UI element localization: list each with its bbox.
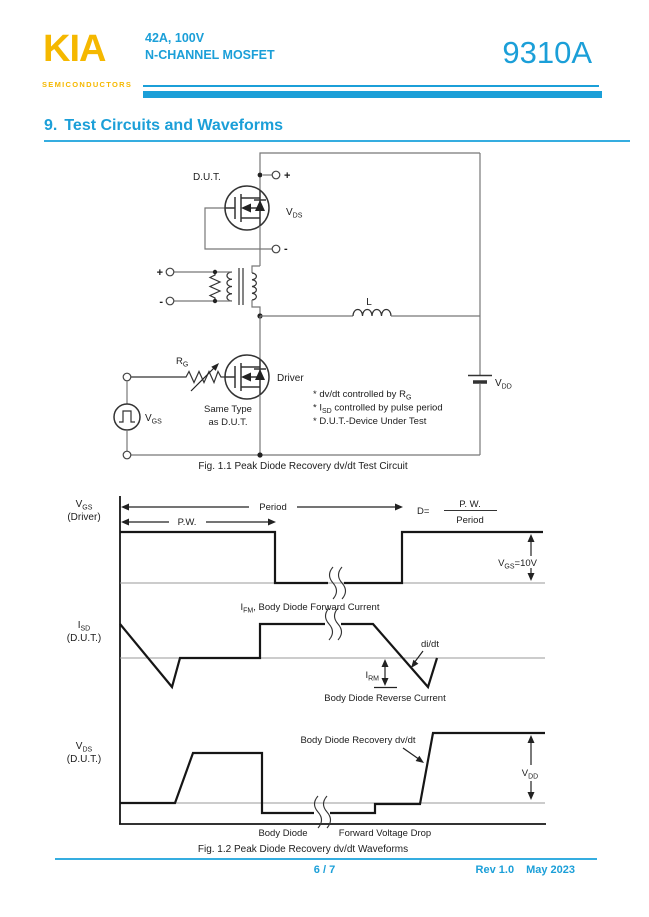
period-label: Period [259, 502, 287, 513]
revision-label: Rev 1.0 [475, 864, 515, 876]
vgs-axis-label-2: (Driver) [67, 512, 101, 523]
reverse-current-label: Body Diode Reverse Current [324, 693, 446, 704]
duty-denominator: Period [456, 515, 484, 526]
inductor-label: L [366, 297, 372, 308]
duty-numerator: P. W. [459, 499, 481, 510]
isd-axis-label: $I_{SD}$ [77, 620, 91, 633]
same-type-label-1: Same Type [204, 404, 252, 415]
dut-mosfet-symbol [225, 186, 269, 230]
same-type-label-2: as D.U.T. [208, 417, 248, 428]
driver-mosfet-symbol [225, 355, 269, 399]
dut-label: D.U.T. [193, 172, 221, 183]
vds-label: $V_{DS}$ [286, 207, 303, 220]
isd-axis-label-2: (D.U.T.) [66, 633, 102, 644]
device-type: N-CHANNEL MOSFET [145, 48, 275, 62]
vdd-level-label: $V_{DD}$ [521, 768, 539, 781]
vgs-level-label: $V_{GS}=10V$ [498, 558, 537, 571]
recovery-dvdt-label: Body Diode Recovery dv/dt [300, 735, 416, 746]
duty-cycle-formula [417, 499, 497, 526]
vds-minus-terminal [272, 245, 280, 253]
irm-label: $I_{RM}$ [365, 670, 379, 683]
isd-dut-plot [67, 602, 545, 704]
didt-label: di/dt [421, 639, 439, 650]
body-diode-label: Body Diode [258, 828, 308, 839]
inductor-symbol [353, 310, 391, 317]
revision-date: May 2023 [526, 864, 575, 876]
vds-axis-label: $V_{DS}$ [75, 741, 93, 754]
vgs-driver-plot [67, 499, 545, 599]
fig1-test-circuit [114, 153, 512, 472]
note-dvdt: * dv/dt controlled by $R_G$ [313, 389, 412, 402]
ifm-label: $I_{FM}$, Body Diode Forward Current [240, 602, 380, 615]
duty-lhs: D= [417, 506, 430, 517]
section-number: 9. [44, 117, 58, 134]
gate-drive-transformer [157, 266, 260, 316]
kia-logo: KIA [43, 28, 106, 70]
kia-logo-subtext: SEMICONDUCTORS [42, 80, 133, 89]
circuit-notes [313, 389, 443, 427]
rg-variable-resistor [131, 363, 225, 391]
pulse-minus-terminal [166, 297, 174, 305]
page-number: 6 / 7 [313, 864, 336, 876]
part-number: 9310A [502, 35, 592, 70]
vds-axis-label-2: (D.U.T.) [66, 754, 102, 765]
vgs-source-label: $V_{GS}$ [145, 413, 162, 426]
note-dut: * D.U.T.-Device Under Test [313, 416, 427, 427]
pulse-waveform-icon [119, 411, 135, 422]
note-isd: * $I_{SD}$ controlled by pulse period [313, 402, 443, 415]
vds-plus-label: + [284, 170, 291, 182]
pulse-minus-label: - [159, 296, 163, 308]
section-title-text: Test Circuits and Waveforms [64, 117, 284, 134]
device-rating: 42A, 100V [145, 31, 205, 45]
driver-label: Driver [277, 373, 304, 384]
fwd-drop-label: Forward Voltage Drop [338, 828, 432, 839]
vds-minus-label: - [284, 243, 288, 255]
fig2-caption: Fig. 1.2 Peak Diode Recovery dv/dt Waveforms [197, 844, 409, 855]
pulse-plus-label: + [156, 267, 163, 279]
fig1-caption: Fig. 1.1 Peak Diode Recovery dv/dt Test Circuit [198, 461, 408, 472]
vdd-battery-symbol [468, 376, 492, 383]
pulse-plus-terminal [166, 268, 174, 276]
vgs-axis-label: $V_{GS}$ [75, 499, 93, 512]
vgs-pulse-source [114, 373, 140, 459]
pw-label: P.W. [177, 517, 197, 528]
fig2-waveforms [67, 496, 546, 855]
rg-label: $R_G$ [176, 356, 189, 369]
vds-plus-terminal [272, 171, 280, 179]
vdd-label: $V_{DD}$ [495, 378, 512, 391]
footer-rule [55, 858, 597, 860]
revision-info [476, 864, 575, 876]
